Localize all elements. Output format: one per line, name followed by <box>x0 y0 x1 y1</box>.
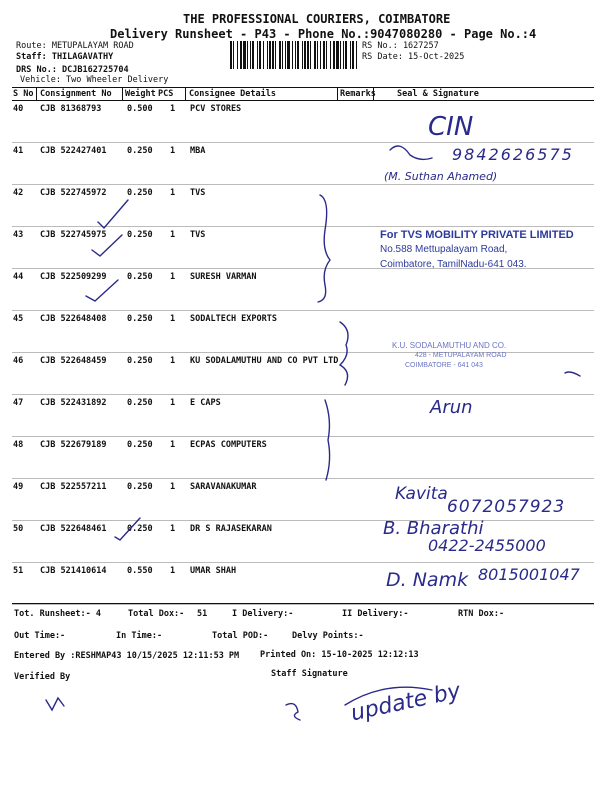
phone-50: 0422-2455000 <box>428 536 546 555</box>
brace-42-44 <box>318 195 330 302</box>
tvs-stamp-line3: Coimbatore, TamilNadu-641 043. <box>380 259 527 270</box>
i-delivery: I Delivery:- <box>232 609 294 619</box>
total-dox-label: Total Dox:- <box>128 609 185 619</box>
cell-consignment: CJB 522427401 <box>40 146 107 156</box>
col-header-signature: Seal & Signature <box>397 89 479 99</box>
cell-consignment: CJB 521410614 <box>40 566 107 576</box>
signature-50: B. Bharathi <box>383 518 484 539</box>
cell-pcs: 1 <box>170 230 176 240</box>
cell-consignee: UMAR SHAH <box>190 566 237 576</box>
vehicle-label: Vehicle: Two Wheeler Delivery <box>20 75 169 85</box>
cell-weight: 0.250 <box>127 188 153 198</box>
rtn-dox: RTN Dox:- <box>458 609 505 619</box>
name-41: (M. Suthan Ahamed) <box>384 170 498 183</box>
signature-47: Arun <box>430 397 473 418</box>
staff-sig-mark <box>286 704 300 720</box>
col-header-consignment: Consignment No <box>40 89 112 99</box>
cell-consignment: CJB 522745972 <box>40 188 107 198</box>
cell-consignment: CJB 522648461 <box>40 524 107 534</box>
runsheet-subtitle: Delivery Runsheet - P43 - Phone No.:9047080280 - Page No.:4 <box>110 27 537 41</box>
cell-weight: 0.250 <box>127 272 153 282</box>
cell-consignee: SARAVANAKUMAR <box>190 482 257 492</box>
total-dox-value: 51 <box>197 609 208 619</box>
cell-weight: 0.250 <box>127 440 153 450</box>
cell-pcs: 1 <box>170 146 176 156</box>
cell-weight: 0.250 <box>127 398 153 408</box>
signature-40: CIN <box>428 112 474 142</box>
tick-mark-42 <box>98 200 128 228</box>
cell-consignee: DR S RAJASEKARAN <box>190 524 272 534</box>
brace-47-49 <box>325 400 330 480</box>
cell-sno: 49 <box>13 482 24 492</box>
cell-pcs: 1 <box>170 440 176 450</box>
cell-pcs: 1 <box>170 356 176 366</box>
cell-weight: 0.250 <box>127 482 153 492</box>
phone-49: 6072057923 <box>447 497 566 517</box>
col-header-weight: Weight <box>125 89 156 99</box>
cell-consignment: CJB 522648459 <box>40 356 107 366</box>
rs-number: RS No.: 1627257 <box>362 41 439 51</box>
cell-pcs: 1 <box>170 314 176 324</box>
cell-consignment: CJB 522648408 <box>40 314 107 324</box>
staff-signature-label: Staff Signature <box>271 669 348 679</box>
cell-pcs: 1 <box>170 482 176 492</box>
cell-weight: 0.250 <box>127 356 153 366</box>
phone-41: 9842626575 <box>452 145 574 164</box>
rs-date: RS Date: 15-Oct-2025 <box>362 52 465 62</box>
cell-pcs: 1 <box>170 104 176 114</box>
drs-number: DRS No.: DCJB162725704 <box>16 65 129 75</box>
cell-sno: 47 <box>13 398 24 408</box>
cell-weight: 0.500 <box>127 104 153 114</box>
signature-51: D. Namk <box>386 569 469 591</box>
ku-stamp-line3: COIMBATORE - 641 043 <box>405 362 483 369</box>
cell-consignee: MBA <box>190 146 206 156</box>
cell-sno: 40 <box>13 104 24 114</box>
phone-51: 8015001047 <box>478 565 580 584</box>
cell-sno: 42 <box>13 188 24 198</box>
cell-consignee: SURESH VARMAN <box>190 272 257 282</box>
cell-consignment: CJB 522679189 <box>40 440 107 450</box>
cell-weight: 0.250 <box>127 524 153 534</box>
cell-consignment: CJB 522557211 <box>40 482 107 492</box>
tick-mark-43 <box>92 235 122 256</box>
cell-consignee: KU SODALAMUTHU AND CO PVT LTD <box>190 356 339 366</box>
cell-consignee: TVS <box>190 188 206 198</box>
cell-consignee: PCV STORES <box>190 104 242 114</box>
signature-49: Kavita <box>395 484 448 504</box>
cell-sno: 50 <box>13 524 24 534</box>
cell-pcs: 1 <box>170 188 176 198</box>
footer-signature: update by <box>348 678 463 727</box>
cell-sno: 41 <box>13 146 24 156</box>
cell-consignment: CJB 522431892 <box>40 398 107 408</box>
cell-sno: 51 <box>13 566 24 576</box>
cell-pcs: 1 <box>170 398 176 408</box>
cell-weight: 0.250 <box>127 314 153 324</box>
col-header-remarks: Remarks <box>340 89 376 99</box>
verified-by: Verified By <box>14 672 71 682</box>
out-time: Out Time:- <box>14 631 66 641</box>
route-label: Route: METUPALAYAM ROAD <box>16 41 134 51</box>
company-title: THE PROFESSIONAL COURIERS, COIMBATORE <box>183 12 451 26</box>
cell-consignment: CJB 81368793 <box>40 104 102 114</box>
total-pod: Total POD:- <box>212 631 269 641</box>
col-header-pcs: PCS <box>158 89 174 99</box>
col-header-sno: S No <box>13 89 34 99</box>
entered-by: Entered By :RESHMAP43 10/15/2025 12:11:53 PM <box>14 651 240 661</box>
cell-weight: 0.250 <box>127 230 153 240</box>
cell-weight: 0.550 <box>127 566 153 576</box>
staff-label: Staff: THILAGAVATHY <box>16 52 114 62</box>
delvy-points: Delvy Points:- <box>292 631 364 641</box>
ku-stamp-line1: K.U. SODALAMUTHU AND CO. <box>392 341 507 350</box>
ku-stamp-line2: 428 - METUPALAYAM ROAD <box>415 352 507 359</box>
cell-pcs: 1 <box>170 524 176 534</box>
cell-sno: 46 <box>13 356 24 366</box>
cell-consignee: SODALTECH EXPORTS <box>190 314 277 324</box>
brace-45-46 <box>340 322 348 385</box>
col-header-consignee: Consignee Details <box>189 89 276 99</box>
cell-consignee: ECPAS COMPUTERS <box>190 440 267 450</box>
verified-by-mark <box>46 698 64 710</box>
cell-pcs: 1 <box>170 272 176 282</box>
cell-consignment: CJB 522745975 <box>40 230 107 240</box>
cell-weight: 0.250 <box>127 146 153 156</box>
tick-mark-44 <box>86 280 118 301</box>
cell-sno: 43 <box>13 230 24 240</box>
cell-consignee: TVS <box>190 230 206 240</box>
cell-consignment: CJB 522509299 <box>40 272 107 282</box>
cell-sno: 45 <box>13 314 24 324</box>
cell-sno: 48 <box>13 440 24 450</box>
tot-runsheet: Tot. Runsheet:- 4 <box>14 609 101 619</box>
ii-delivery: II Delivery:- <box>342 609 409 619</box>
tvs-stamp-line1: For TVS MOBILITY PRIVATE LIMITED <box>380 229 574 241</box>
cell-sno: 44 <box>13 272 24 282</box>
tick-mark-50 <box>115 518 140 540</box>
in-time: In Time:- <box>116 631 163 641</box>
printed-on: Printed On: 15-10-2025 12:12:13 <box>260 650 419 660</box>
cell-consignee: E CAPS <box>190 398 221 408</box>
tvs-stamp-line2: No.588 Mettupalayam Road, <box>380 244 508 255</box>
cell-pcs: 1 <box>170 566 176 576</box>
